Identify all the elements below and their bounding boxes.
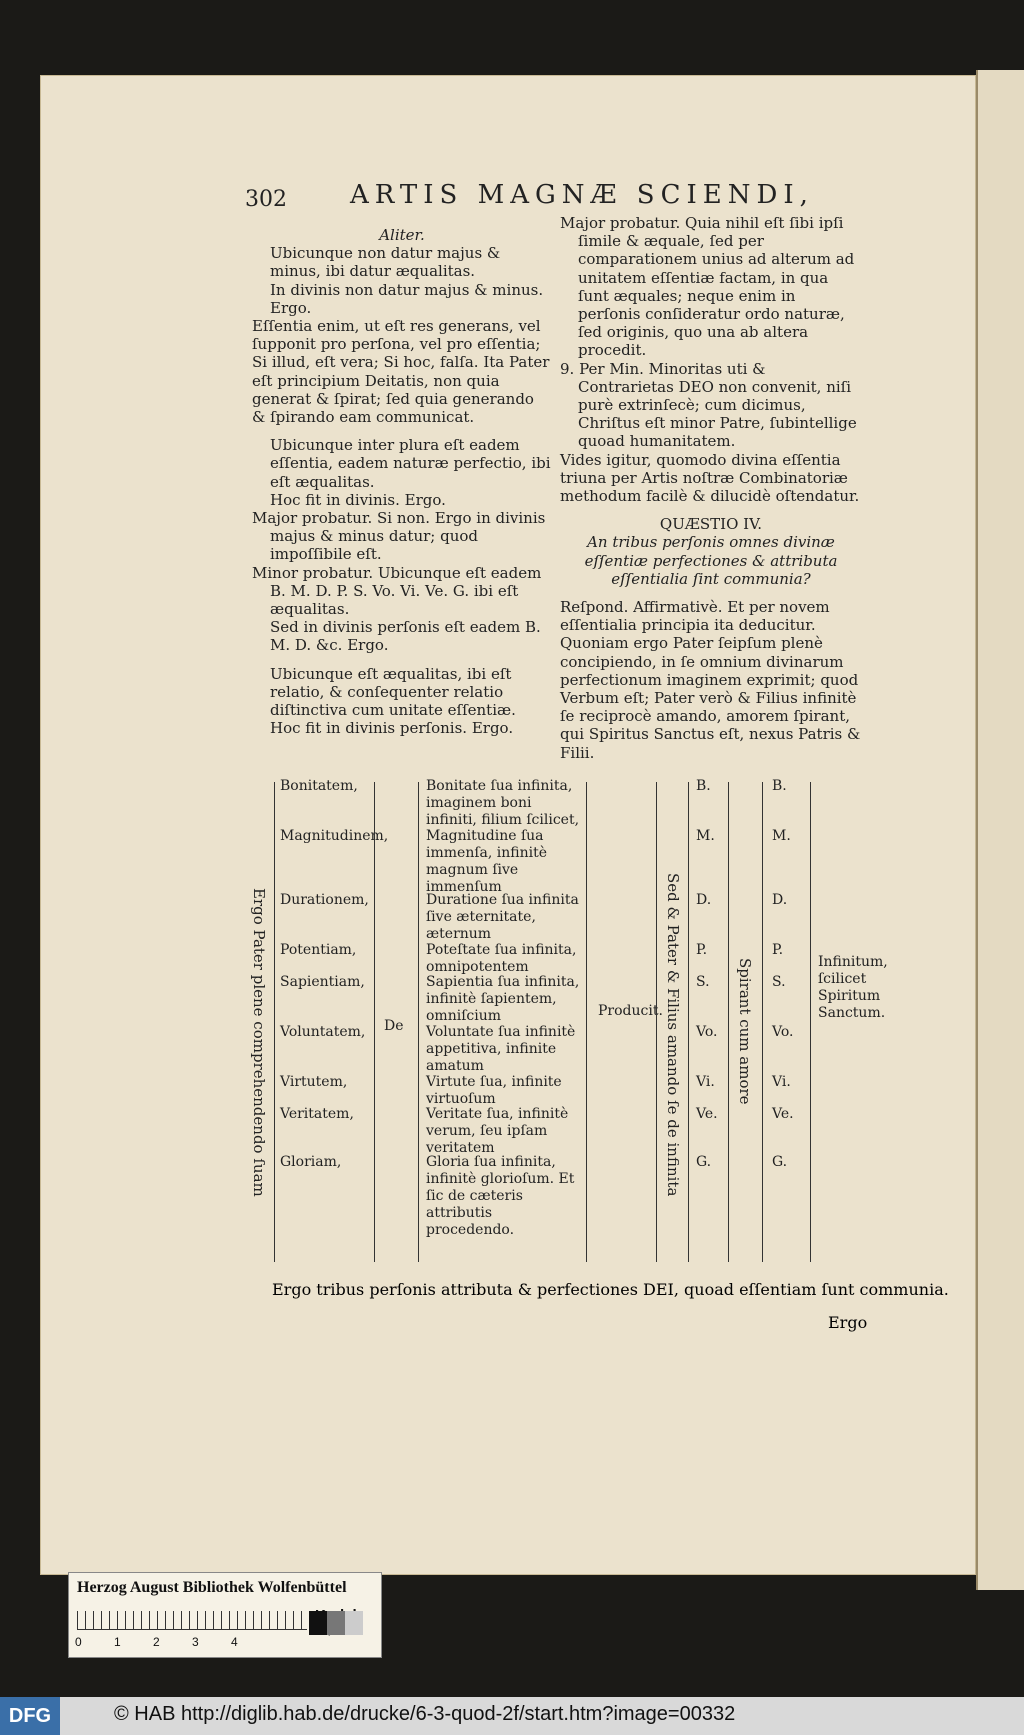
paragraph: Eſſentia enim, ut eſt res generans, vel ſupponit pro perſona, vel pro eſſentia; Si illud, eſt vera; Si hoc, falſa. Ita Pater eſt principium Deitatis, non quia generat & ſpirat; ſed quia generando & ſpirando eam communicat. bbox=[252, 317, 550, 427]
paragraph: Ubicunque eſt æqualitas, ibi eſt relatio, & conſequenter relatio diſtinctiva cum unitate eſſentiæ. bbox=[270, 664, 516, 720]
letter-cell: P. bbox=[696, 942, 708, 958]
producit-label: Producit. bbox=[598, 1003, 663, 1019]
letter-cell: B. bbox=[696, 778, 711, 794]
paragraph: QUÆSTIO IV. bbox=[659, 515, 763, 534]
letter-cell: G. bbox=[772, 1154, 788, 1170]
description-cell: Magnitudine ſua immenſa, infinitè magnum ſive immenſum bbox=[426, 828, 547, 895]
gray-swatch-black bbox=[309, 1611, 327, 1635]
attribute-cell: Virtutem, bbox=[280, 1074, 348, 1090]
paragraph: Hoc fit in divinis perſonis. Ergo. bbox=[270, 719, 514, 738]
brace-left bbox=[274, 782, 275, 1262]
paragraph: An tribus perſonis omnes divinæ eſſentiæ perfectiones & attributa eſſentialia ſint communia? bbox=[584, 533, 838, 588]
brace-producit bbox=[586, 782, 587, 1262]
ruler-numbers bbox=[75, 1635, 315, 1649]
right-text-column bbox=[560, 214, 862, 762]
description-cell: Sapientia ſua infinita, infinitè ſapientem, omniſcium bbox=[426, 974, 580, 1024]
library-label bbox=[68, 1572, 382, 1658]
letter-cell: P. bbox=[772, 942, 784, 958]
letter-cell: Vi. bbox=[772, 1074, 791, 1090]
paragraph: Sed in divinis perſonis eſt eadem B. M. D. &c. Ergo. bbox=[270, 618, 541, 655]
spacer bbox=[560, 588, 862, 598]
letter-cell: Vi. bbox=[696, 1074, 715, 1090]
letter-cell: M. bbox=[696, 828, 715, 844]
letter-cell: D. bbox=[772, 892, 788, 908]
paragraph: Ubicunque non datur majus & minus, ibi datur æqualitas. bbox=[270, 244, 501, 281]
spacer bbox=[252, 426, 552, 436]
paragraph: In divinis non datur majus & minus. Ergo. bbox=[270, 280, 544, 317]
paragraph: Aliter. bbox=[379, 226, 425, 244]
letter-cell: M. bbox=[772, 828, 791, 844]
letter-cell: G. bbox=[696, 1154, 712, 1170]
spirant-vertical-label: Spirant cum amore bbox=[736, 958, 754, 1105]
letter-cell: Ve. bbox=[772, 1106, 794, 1122]
conclusion-line: Ergo tribus perſonis attributa & perfectiones DEI, quoad eſſentiam ſunt communia. bbox=[272, 1280, 949, 1299]
spacer bbox=[560, 505, 862, 515]
paragraph: Hoc fit in divinis. Ergo. bbox=[270, 490, 446, 509]
attribute-cell: Potentiam, bbox=[280, 942, 357, 958]
letter-cell: S. bbox=[772, 974, 786, 990]
gray-swatch-mid bbox=[327, 1611, 345, 1635]
paragraph: Major probatur. Quia nihil eſt ſibi ipſi ſimile & æquale, ſed per comparationem unius ad alterum ad unitatem eſſentiæ factam, in qua ſunt æquales; neque enim in perſonis conſideratur ordo naturæ, ſed originis, quo una ab altera procedit. bbox=[560, 214, 855, 360]
page-number: 302 bbox=[245, 187, 287, 212]
brace-spirant bbox=[728, 782, 729, 1262]
viewer-bottom-bar bbox=[0, 1697, 1024, 1735]
description-cell: Gloria ſua infinita, infinitè glorioſum. Et ſic de cæteris attributis procedendo. bbox=[426, 1154, 575, 1238]
de-label: De bbox=[384, 1018, 404, 1034]
description-cell: Virtute ſua, infinite virtuoſum bbox=[426, 1074, 562, 1107]
brace-result bbox=[810, 782, 811, 1262]
facing-page-edge bbox=[976, 70, 1024, 1590]
scale-ruler bbox=[77, 1611, 307, 1630]
letter-cell: B. bbox=[772, 778, 787, 794]
brace-mid bbox=[656, 782, 657, 1262]
running-title: ARTIS MAGNÆ SCIENDI, bbox=[350, 180, 814, 210]
attributes-table bbox=[250, 778, 888, 1278]
description-cell: Voluntate ſua infinitè appetitiva, infinite amatum bbox=[426, 1024, 576, 1074]
attribute-cell: Veritatem, bbox=[280, 1106, 354, 1122]
paragraph: Reſpond. Affirmativè. Et per novem eſſentialia principia ita deducitur. bbox=[560, 598, 830, 635]
letter-cell: D. bbox=[696, 892, 712, 908]
table-mid-vertical-label: Sed & Pater & Filius amando ſe de infinita bbox=[664, 873, 682, 1197]
table-left-vertical-label: Ergo Pater plene comprehendendo ſuam bbox=[250, 888, 268, 1197]
ruler-number: 2 bbox=[153, 1635, 160, 1649]
attribute-cell: Gloriam, bbox=[280, 1154, 342, 1170]
description-cell: Bonitate ſua infinita, imaginem boni infiniti, filium ſcilicet, bbox=[426, 778, 580, 828]
brace-letters-b bbox=[762, 782, 763, 1262]
letter-cell: Vo. bbox=[772, 1024, 794, 1040]
letter-cell: Vo. bbox=[696, 1024, 718, 1040]
paragraph: Minor probatur. Ubicunque eſt eadem B. M. D. P. S. Vo. Vi. Ve. G. ibi eſt æqualitas. bbox=[252, 563, 542, 619]
description-cell: Duratione ſua infinita ſive æternitate, æternum bbox=[426, 892, 579, 942]
letter-cell: Ve. bbox=[696, 1106, 718, 1122]
attribute-cell: Bonitatem, bbox=[280, 778, 358, 794]
paragraph: Vides igitur, quomodo divina eſſentia triuna per Artis noſtræ Combinatoriæ methodum facilè & dilucidè oſtendatur. bbox=[560, 450, 860, 506]
catchword: Ergo bbox=[828, 1313, 868, 1332]
ruler-number: 1 bbox=[114, 1635, 121, 1649]
attribute-cell: Sapientiam, bbox=[280, 974, 365, 990]
description-cell: Poteſtate ſua infinita, omnipotentem bbox=[426, 942, 577, 975]
brace-attributes bbox=[374, 782, 375, 1262]
paragraph: Ubicunque inter plura eſt eadem eſſentia, eadem naturæ perfectio, ibi eſt æqualitas. bbox=[270, 436, 551, 491]
paragraph: Major probatur. Si non. Ergo in divinis majus & minus datur; quod impoſſibile eſt. bbox=[252, 509, 546, 564]
attribute-cell: Voluntatem, bbox=[280, 1024, 366, 1040]
ruler-number: 0 bbox=[75, 1635, 82, 1649]
result-label: Infinitum, ſcilicet Spiritum Sanctum. bbox=[818, 954, 888, 1021]
ruler-number: 4 bbox=[231, 1635, 238, 1649]
library-name: Herzog August Bibliothek Wolfenbüttel bbox=[77, 1579, 347, 1596]
attribute-cell: Magnitudinem, bbox=[280, 828, 389, 844]
dfg-logo[interactable]: DFG bbox=[0, 1697, 60, 1735]
description-cell: Veritate ſua, infinitè verum, ſeu ipſam veritatem bbox=[426, 1106, 569, 1156]
letter-cell: S. bbox=[696, 974, 710, 990]
brace-descriptions bbox=[418, 782, 419, 1262]
paragraph: 9. Per Min. Minoritas uti & Contrarietas DEO non convenit, niſi purè extrinſecè; cum dicimus, Chriſtus eſt minor Patre, ſubintellige quoad humanitatem. bbox=[560, 359, 857, 451]
left-text-column bbox=[252, 226, 552, 737]
ruler-number: 3 bbox=[192, 1635, 199, 1649]
source-url[interactable]: © HAB http://diglib.hab.de/drucke/6-3-quod-2f/start.htm?image=00332 bbox=[114, 1703, 736, 1725]
spacer bbox=[252, 655, 552, 665]
attribute-cell: Durationem, bbox=[280, 892, 369, 908]
paragraph: Quoniam ergo Pater ſeipſum plenè concipiendo, in ſe omnium divinarum perfectionum imaginem exprimit; quod Verbum eſt; Pater verò & Filius infinitè ſe reciprocè amando, amorem ſpirant, qui Spiritus Sanctus eſt, nexus Patris & Filii. bbox=[560, 634, 861, 762]
brace-letters-a bbox=[688, 782, 689, 1262]
gray-swatch-light bbox=[345, 1611, 363, 1635]
